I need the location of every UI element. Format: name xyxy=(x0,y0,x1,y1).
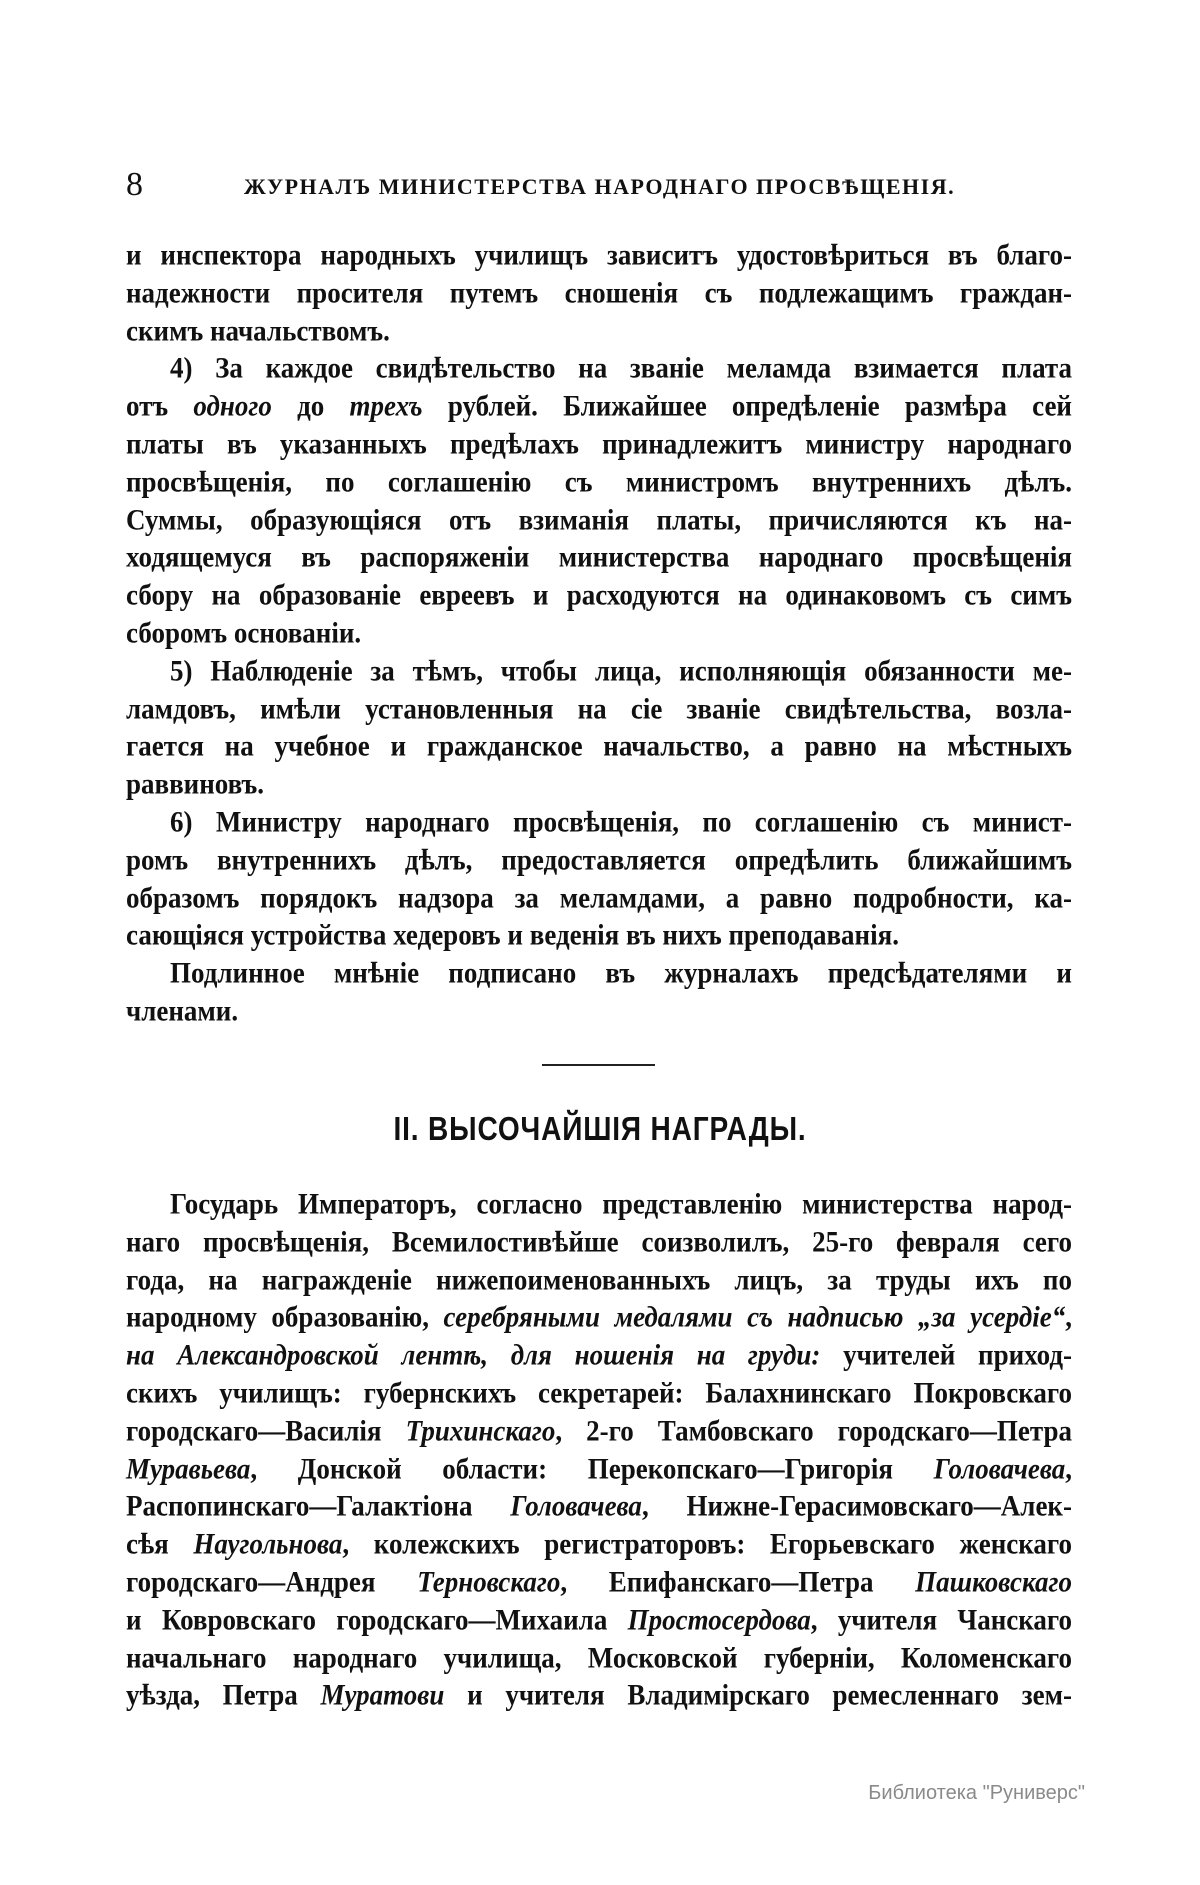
text-line xyxy=(126,727,1072,768)
text-line xyxy=(126,991,1072,1032)
text-line xyxy=(126,1600,1072,1641)
text-line xyxy=(126,765,1072,806)
text-span: 6) Министру народнаго просвѣщенія, по соглашенію съ минист- xyxy=(170,805,1072,839)
text-line xyxy=(126,576,1072,617)
text-span: сбору на образованіе евреевъ и расходуются на одинаковомъ съ симъ xyxy=(126,578,1072,612)
text-span: Суммы, образующіяся отъ взиманія платы, причисляются къ на- xyxy=(126,503,1072,536)
running-header xyxy=(126,166,1072,206)
text-span: сающіяся устройства хедеровъ и веденія въ нихъ преподаванія. xyxy=(126,919,899,952)
text-span: Государь Императоръ, согласно представленію министерства народ- xyxy=(170,1187,1072,1221)
text-line xyxy=(126,500,1072,541)
text-span: гается на учебное и гражданское начальство, а равно на мѣстныхъ xyxy=(126,730,1072,763)
page-number: 8 xyxy=(126,166,143,203)
text-line xyxy=(126,349,1072,390)
italic-text: Простосердова xyxy=(627,1603,811,1636)
text-span: , Донской области: Перекопскаго—Григорія xyxy=(250,1452,934,1485)
text-line xyxy=(126,1260,1072,1301)
text-span: просвѣщенія, по соглашенію съ министромъ внутреннихъ дѣлъ. xyxy=(126,465,1072,498)
text-span: года, на награжденіе нижепоименованныхъ лицъ, за труды ихъ по xyxy=(126,1263,1072,1296)
text-span: , Епифанскаго—Петра xyxy=(560,1565,916,1599)
text-span: и учителя Владимірскаго ремесленнаго зем- xyxy=(444,1679,1072,1712)
text-span: членами. xyxy=(126,994,239,1028)
text-span: раввиновъ. xyxy=(126,767,265,801)
text-line xyxy=(126,1487,1072,1528)
text-line xyxy=(126,1525,1072,1566)
text-span: , xyxy=(1065,1301,1072,1334)
text-line xyxy=(126,1298,1072,1339)
italic-text: Головачева xyxy=(933,1452,1066,1485)
text-span: рублей. Ближайшее опредѣленіе размѣра сей xyxy=(422,389,1072,423)
text-line xyxy=(126,878,1072,919)
text-line xyxy=(126,1449,1072,1490)
text-line xyxy=(126,1676,1072,1717)
italic-text: Головачева xyxy=(510,1490,642,1523)
italic-text: трехъ xyxy=(349,389,423,423)
text-span: и Ковровскаго городскаго—Михаила xyxy=(126,1603,628,1636)
text-line xyxy=(126,916,1072,957)
text-span: , колежскихъ регистраторовъ: Егорьевскаго женскаго xyxy=(342,1527,1073,1561)
italic-text: Муратови xyxy=(320,1679,445,1712)
italic-text: Наугольнова xyxy=(193,1527,343,1561)
italic-text: одного xyxy=(193,389,272,423)
text-span: наго просвѣщенія, Всемилостивѣйше соизволилъ, 25-го февраля сего xyxy=(126,1225,1072,1258)
text-line xyxy=(126,954,1072,995)
text-line xyxy=(126,1562,1072,1603)
text-line xyxy=(126,1222,1072,1263)
italic-text: Терновскаго xyxy=(417,1565,561,1599)
text-span: отъ xyxy=(126,389,194,423)
text-line xyxy=(126,462,1072,503)
section-2-text xyxy=(126,1186,1072,1715)
text-line xyxy=(126,1184,1072,1225)
text-span: , Нижне-Герасимовскаго—Алек- xyxy=(641,1490,1072,1523)
text-line xyxy=(126,1411,1072,1452)
text-span: сѣя xyxy=(126,1527,194,1561)
italic-text: на Александровской лентѣ, для ношенія на груди: xyxy=(126,1338,821,1372)
text-span: , 2-го Тамбовскаго городскаго—Петра xyxy=(555,1414,1072,1447)
text-line xyxy=(126,424,1072,465)
text-span: платы въ указанныхъ предѣлахъ принадлежитъ министру народнаго xyxy=(126,427,1072,461)
text-span: и инспектора народныхъ училищъ зависитъ удостовѣриться въ благо- xyxy=(126,238,1072,272)
text-span: Распопинскаго—Галактіона xyxy=(126,1490,511,1523)
text-span: ходящемуся въ распоряженіи министерства народнаго просвѣщенія xyxy=(126,541,1072,574)
text-line xyxy=(126,802,1072,843)
text-line xyxy=(126,1336,1072,1377)
text-span: сборомъ основаніи. xyxy=(126,616,362,650)
text-line xyxy=(126,311,1072,352)
italic-text: Пашковскаго xyxy=(915,1565,1072,1599)
text-span: народному образованію, xyxy=(126,1301,444,1334)
text-span: ламдовъ, имѣли установленныя на сіе званіе свидѣтельства, возла- xyxy=(126,692,1072,725)
library-watermark: Библиотека "Руниверс" xyxy=(868,1782,1085,1804)
text-line xyxy=(126,273,1072,314)
text-span: Подлинное мнѣніе подписано въ журналахъ предсѣдателями и xyxy=(170,956,1072,990)
italic-text: Трихинскаго xyxy=(405,1414,556,1447)
text-span: начальнаго народнаго училища, Московской губерніи, Коломенскаго xyxy=(126,1641,1072,1674)
text-line xyxy=(126,840,1072,881)
text-span: учителей приход- xyxy=(820,1338,1072,1372)
italic-text: Муравьева xyxy=(126,1452,251,1485)
text-span: уѣзда, Петра xyxy=(126,1679,321,1712)
section-2-title: II. ВЫСОЧАЙШІЯ НАГРАДЫ. xyxy=(393,1110,807,1147)
text-line xyxy=(126,387,1072,428)
italic-text: серебряными медалями съ надписью „за усердіе“ xyxy=(443,1301,1066,1334)
text-line xyxy=(126,1638,1072,1679)
text-span: ромъ внутреннихъ дѣлъ, предоставляется опредѣлить ближайшимъ xyxy=(126,843,1072,876)
text-span: до xyxy=(271,389,350,423)
text-line xyxy=(126,651,1072,692)
text-span: городскаго—Андрея xyxy=(126,1565,418,1599)
text-span: надежности просителя путемъ сношенія съ подлежащимъ граждан- xyxy=(126,276,1072,309)
text-span: образомъ порядокъ надзора за меламдами, а равно подробности, ка- xyxy=(126,881,1072,914)
text-span: скимъ начальствомъ. xyxy=(126,314,390,347)
text-span: скихъ училищъ: губернскихъ секретарей: Балахнинскаго Покровскаго xyxy=(126,1376,1072,1410)
text-span: , xyxy=(1065,1452,1072,1485)
text-line xyxy=(126,235,1072,276)
text-span: 4) За каждое свидѣтельство на званіе меламда взимается плата xyxy=(170,352,1072,385)
running-title: ЖУРНАЛЪ МИНИСТЕРСТВА НАРОДНАГО ПРОСВѢЩЕНІЯ. xyxy=(244,174,956,199)
text-line xyxy=(126,1373,1072,1414)
text-span: 5) Наблюденіе за тѣмъ, чтобы лица, исполняющія обязанности ме- xyxy=(170,654,1072,687)
text-line xyxy=(126,613,1072,654)
text-span: городскаго—Василія xyxy=(126,1414,406,1447)
text-line xyxy=(126,689,1072,730)
section-divider xyxy=(542,1064,655,1066)
text-line xyxy=(126,538,1072,579)
text-span: , учителя Чанскаго xyxy=(810,1603,1072,1636)
section-1-text xyxy=(126,237,1072,1031)
